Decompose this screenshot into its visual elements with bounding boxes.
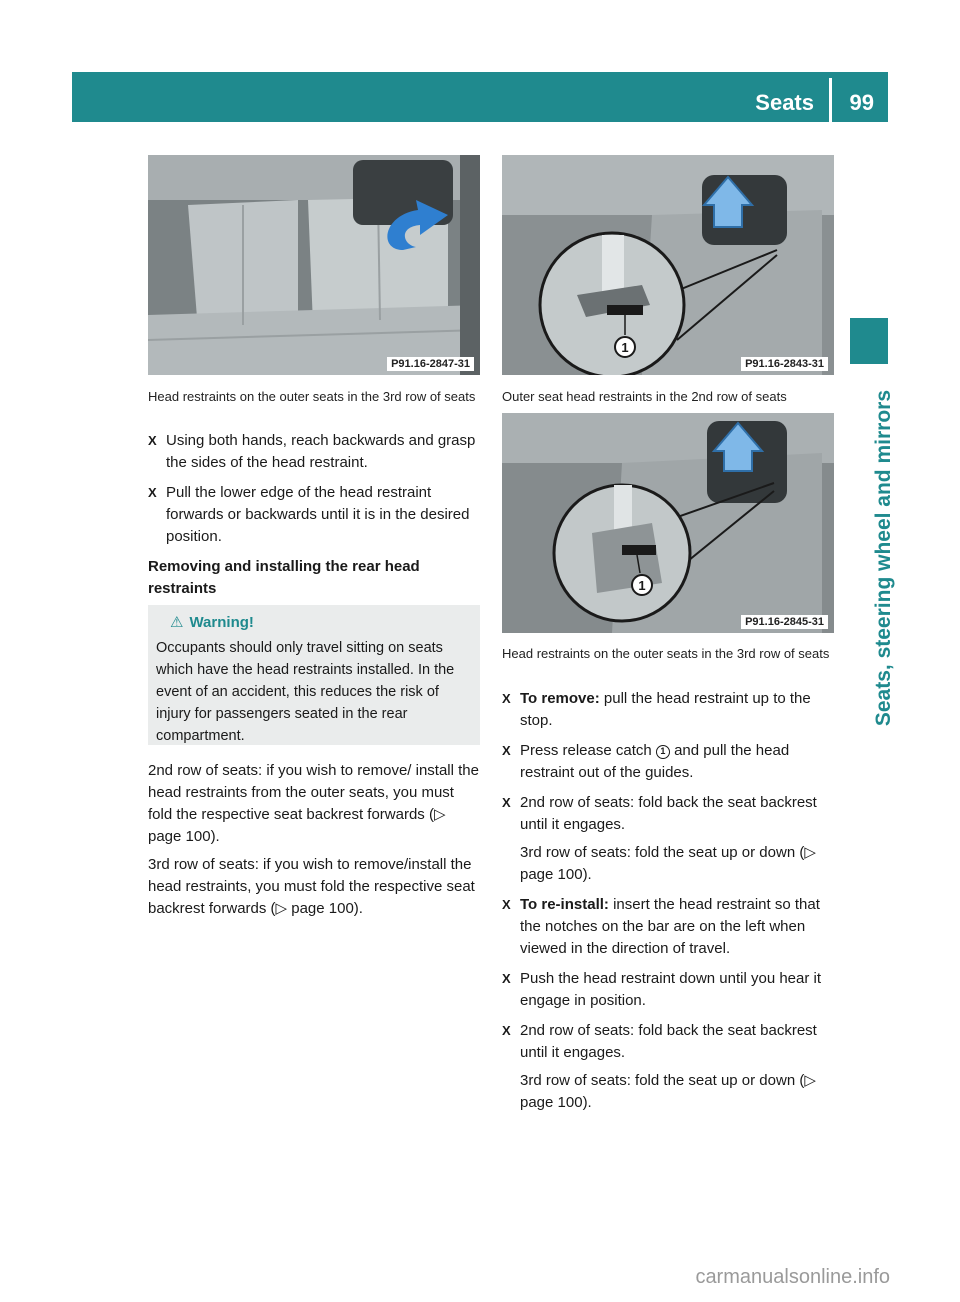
figure-code: P91.16-2847-31 xyxy=(387,357,474,371)
warning-box xyxy=(148,605,480,745)
instruction-step xyxy=(502,1020,836,1114)
instruction-step xyxy=(502,894,836,960)
instruction-step xyxy=(148,430,480,474)
step-subtext: 3rd row of seats: fold the seat up or down (▷ page 100). xyxy=(520,844,816,883)
warning-icon: ⚠ xyxy=(170,614,184,631)
step-text: Pull the lower edge of the head restraint forwards or backwards until it is in the desired position. xyxy=(166,484,470,545)
step-text: and pull the head restraint out of the guides. xyxy=(520,742,790,781)
step-marker: X xyxy=(502,691,511,706)
page-number: 99 xyxy=(849,90,874,115)
step-marker: X xyxy=(502,897,511,912)
step-text: Push the head restraint down until you hear it engage in position. xyxy=(520,970,822,1009)
figure-3rd-row-head-restraints xyxy=(148,155,480,375)
warning-title xyxy=(156,613,472,633)
instruction-step xyxy=(148,482,480,548)
callout-ref: 1 xyxy=(656,745,670,759)
step-text: 2nd row of seats: fold back the seat backrest until it engages. xyxy=(520,794,817,833)
step-label: To remove: xyxy=(520,690,600,707)
figure-3rd-row-release-catch xyxy=(502,413,834,633)
step-text: 2nd row of seats: fold back the seat backrest until it engages. xyxy=(520,1022,817,1061)
figure-code: P91.16-2845-31 xyxy=(741,615,828,629)
step-marker: X xyxy=(502,1023,511,1038)
step-marker: X xyxy=(148,433,157,448)
chapter-tab xyxy=(852,390,895,830)
section-heading: Removing and installing the rear head restraints xyxy=(148,558,420,597)
step-marker: X xyxy=(502,795,511,810)
left-steps xyxy=(148,430,480,600)
instruction-step xyxy=(502,688,836,732)
header-divider xyxy=(829,78,832,122)
right-steps xyxy=(502,688,836,1122)
step-marker: X xyxy=(502,743,511,758)
left-paragraphs xyxy=(148,760,480,926)
header-bar xyxy=(72,72,888,122)
watermark: carmanualsonline.info xyxy=(695,1266,890,1288)
figure-caption: Head restraints on the outer seats in the 3rd row of seats xyxy=(502,646,830,661)
paragraph: 3rd row of seats: if you wish to remove/install the head restraints, you must fold the respective seat backrest forwards (▷ page 100). xyxy=(148,856,475,917)
figure-caption: Outer seat head restraints in the 2nd row of seats xyxy=(502,389,787,404)
step-label: To re-install: xyxy=(520,896,609,913)
step-marker: X xyxy=(148,485,157,500)
section-title: Seats xyxy=(755,90,814,115)
chapter-tab-label: Seats, steering wheel and mirrors xyxy=(872,390,895,727)
figure-callout: 1 xyxy=(638,578,646,593)
step-text: pull the head restraint up to the stop. xyxy=(520,690,811,729)
step-marker: X xyxy=(502,971,511,986)
step-text: insert the head restraint so that the notches on the bar are on the left when viewed in the direction of travel. xyxy=(520,896,820,957)
warning-body: Occupants should only travel sitting on seats which have the head restraints installed. In the event of an accident, this reduces the risk of injury for passengers seated in the rear compartment. xyxy=(156,640,455,744)
instruction-step xyxy=(502,968,836,1012)
step-subtext: 3rd row of seats: fold the seat up or down (▷ page 100). xyxy=(520,1072,816,1111)
release-catch-illustration xyxy=(502,155,834,375)
figure-callout: 1 xyxy=(621,340,629,355)
instruction-step xyxy=(502,740,836,784)
figure-caption: Head restraints on the outer seats in the 3rd row of seats xyxy=(148,389,476,404)
step-text: Using both hands, reach backwards and grasp the sides of the head restraint. xyxy=(166,432,476,471)
release-catch-illustration xyxy=(502,413,834,633)
seat-illustration xyxy=(148,155,480,375)
chapter-tab-marker xyxy=(850,318,888,364)
figure-code: P91.16-2843-31 xyxy=(741,357,828,371)
instruction-step xyxy=(502,792,836,886)
figure-2nd-row-head-restraints xyxy=(502,155,834,375)
paragraph: 2nd row of seats: if you wish to remove/ install the head restraints from the outer seats, you must fold the respective seat backrest forwards (▷ page 100). xyxy=(148,762,479,845)
step-text: Press release catch xyxy=(520,742,656,759)
warning-title-text: Warning! xyxy=(189,614,254,631)
